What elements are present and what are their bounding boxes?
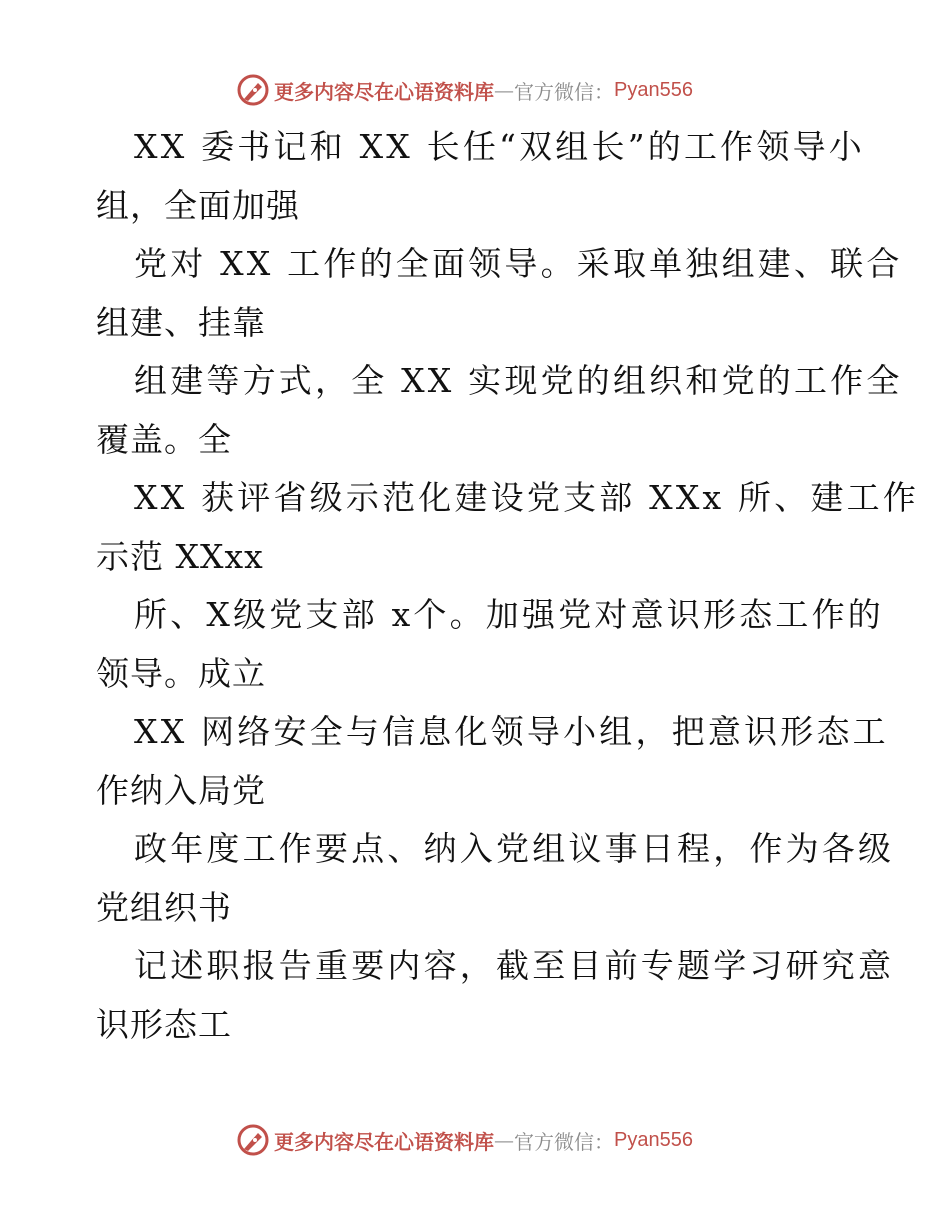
pen-nib-logo-icon	[236, 73, 270, 107]
banner-text: 更多内容尽在心语资料库	[274, 79, 494, 104]
body-line: 识形态工	[96, 1004, 232, 1044]
body-line: XX 获评省级示范化建设党支部 XXx 所、建工作	[134, 478, 920, 517]
body-line: 党组织书	[96, 887, 232, 927]
banner-account-id: Pyan556	[614, 78, 693, 101]
body-line: 党对 XX 工作的全面领导。采取单独组建、联合	[134, 244, 903, 283]
header-banner	[236, 72, 693, 108]
document-body	[96, 118, 920, 1054]
banner-account-id: Pyan556	[614, 1128, 693, 1151]
footer-banner	[236, 1122, 693, 1158]
pen-nib-logo-icon	[236, 1123, 270, 1157]
banner-separator: —	[494, 1128, 514, 1152]
body-line: 所、X级党支部 x个。加强党对意识形态工作的	[134, 595, 884, 634]
body-line: 示范 XXxx	[96, 536, 264, 576]
body-line: 记述职报告重要内容，截至目前专题学习研究意	[134, 946, 895, 985]
body-line: 组建、挂靠	[96, 302, 266, 342]
body-line: 组，全面加强	[96, 185, 300, 225]
banner-official-label: 官方微信：	[514, 1129, 614, 1154]
body-line: 政年度工作要点、纳入党组议事日程，作为各级	[134, 829, 895, 868]
body-line: 作纳入局党	[96, 770, 266, 810]
banner-separator: —	[494, 78, 514, 102]
banner-official-label: 官方微信：	[514, 79, 614, 104]
banner-text: 更多内容尽在心语资料库	[274, 1129, 494, 1154]
body-line: 组建等方式，全 XX 实现党的组织和党的工作全	[134, 361, 903, 400]
body-line: XX 委书记和 XX 长任“双组长”的工作领导小	[134, 127, 865, 166]
body-line: 覆盖。全	[96, 419, 232, 459]
body-line: 领导。成立	[96, 653, 266, 693]
body-line: XX 网络安全与信息化领导小组，把意识形态工	[134, 712, 889, 751]
